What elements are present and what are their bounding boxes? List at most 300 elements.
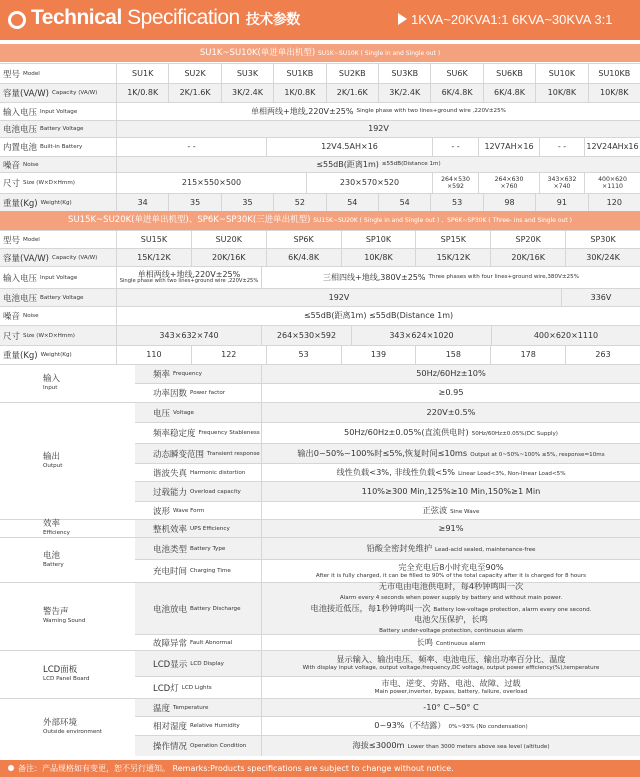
s1-weight-cell: 53 — [430, 194, 482, 211]
header-range: 1KVA~20KVA1:1 6KVA~30KVA 3:1 — [411, 12, 613, 27]
s2-capacity-row — [0, 248, 640, 266]
s1-builtin-battery-value: - - — [116, 138, 266, 156]
value-cn: 线性负载<3%, 非线性负载<5% — [336, 466, 456, 477]
s2-model-cell: SU20K — [191, 231, 266, 248]
group-label-cn: 电池 — [43, 550, 61, 561]
section1-title-cn: SU1K~SU10K(单进单出机型) — [199, 48, 316, 58]
value-en: With display input voltage, output voltage,frequency,DC voltage, output power efficiency(%),temperature — [302, 665, 600, 672]
spec-row-value — [261, 365, 640, 383]
value-line — [344, 428, 558, 438]
spec-row-label — [153, 651, 224, 676]
s1-capacity-cell: 10K/8K — [588, 84, 640, 102]
s1-weight-cell: 98 — [483, 194, 535, 211]
spec-row-label — [153, 677, 212, 698]
value-cn: 完全充电后8小时充电至90% — [398, 561, 504, 572]
label-en: Input Voltage — [40, 274, 78, 281]
label-cn: 电池类型 — [153, 544, 188, 555]
label-cn: 噪音 — [3, 312, 21, 322]
s1-battery-voltage-label — [0, 121, 116, 137]
label-en: Fault Abnormal — [190, 639, 233, 646]
spec-row-value — [261, 699, 640, 716]
s1-capacity-cell: 1K/0.8K — [116, 84, 168, 102]
value-en: After it is fully charged, it can be filled to 90% of the total capacity after it is charged for 8 hours — [315, 572, 587, 579]
spec-row-label — [153, 520, 230, 537]
label-en: Noise — [23, 161, 39, 168]
s2-size-row — [0, 325, 640, 345]
s2-model-cell: SP6K — [266, 231, 341, 248]
s1-model-cell: SU6K — [430, 64, 482, 83]
s1-model-cell: SU2K — [168, 64, 220, 83]
label-en: Battery Voltage — [40, 126, 84, 132]
arrow-icon — [398, 13, 407, 25]
value-line — [427, 408, 476, 418]
spec-row — [135, 383, 640, 402]
value-cn: 电池欠压保护，长鸣 — [414, 614, 488, 625]
s2-weight-row — [0, 345, 640, 364]
s2-noise-value: ≤55dB(距离1m) ≤55dB(Distance 1m) — [116, 307, 640, 325]
label-cn: 噪音 — [3, 160, 21, 171]
spec-row-value — [261, 651, 640, 676]
label-cn: 谐波失真 — [153, 468, 188, 479]
label-en: Frequency — [173, 371, 202, 377]
value-line — [417, 638, 486, 648]
s2-battery-voltage-value: 336V — [561, 289, 640, 306]
section1-title-en: SU1K~SU10K ( Single in and Single out ) — [317, 50, 441, 57]
spec-row — [135, 676, 640, 698]
s2-capacity-cell: 15K/12K — [116, 249, 191, 266]
s1-builtin-battery-value: - - — [539, 138, 584, 156]
value-line — [336, 468, 565, 478]
group-label-en: LCD Panel Board — [43, 676, 90, 683]
value-cn: ≥0.95 — [438, 387, 464, 398]
label-cn: 整机效率 — [153, 524, 188, 535]
s2-weight-cell: 110 — [116, 346, 191, 364]
label-cn: 波形 — [153, 506, 171, 517]
s2-capacity-cell: 10K/8K — [341, 249, 416, 266]
label-cn: 输入电压 — [3, 107, 38, 118]
group-label-cn: 外部环境 — [43, 718, 78, 729]
label-cn: 重量(Kg) — [3, 351, 38, 361]
label-cn: 内置电池 — [3, 143, 38, 153]
spec-row — [135, 634, 640, 650]
spec-row-value — [261, 635, 640, 650]
s1-model-cell: SU3K — [221, 64, 273, 83]
s1-noise-label — [0, 157, 116, 172]
value-en: Single phase with two lines+ground wire ,220V±25% — [119, 278, 259, 285]
spec-row-value — [261, 384, 640, 402]
label-en: Weight(Kg) — [40, 199, 72, 206]
value-line — [416, 369, 486, 379]
spec-row — [135, 735, 640, 756]
spec-group-lcd — [0, 650, 135, 698]
label-cn: 型号 — [3, 69, 21, 80]
group-label-en: Efficiency — [43, 530, 70, 537]
spec-row-value — [261, 444, 640, 463]
label-cn: 重量(Kg) — [3, 198, 38, 209]
label-en: Model — [23, 70, 40, 77]
spec-row — [135, 650, 640, 676]
spec-row-label — [153, 384, 225, 402]
s1-size-value: 343×632 ×740 — [539, 173, 584, 193]
label-cn: 型号 — [3, 235, 21, 246]
spec-row — [135, 422, 640, 443]
s1-size-row — [0, 172, 640, 193]
s1-weight-cell: 34 — [116, 194, 168, 211]
s2-size-value: 343×632×740 — [116, 326, 261, 345]
s2-battery-voltage-row — [0, 288, 640, 306]
s1-size-label — [0, 173, 116, 193]
value-en: Continuous alarm — [435, 640, 486, 647]
s1-builtin-battery-value: 12V7AH×16 — [478, 138, 539, 156]
value-line — [311, 604, 592, 614]
spec-row-value — [261, 502, 640, 519]
value-en: ≤55dB(Distance 1m) — [381, 161, 441, 168]
label-en: Capacity (VA/W) — [52, 254, 98, 261]
title-bold: Technical — [31, 6, 122, 29]
spec-row — [135, 537, 640, 559]
s1-capacity-cell: 3K/2.4K — [378, 84, 430, 102]
spec-row-label — [153, 444, 260, 463]
label-cn: 相对湿度 — [153, 722, 188, 732]
s1-size-value: 215×550×500 — [116, 173, 306, 193]
value-cn: 220V±0.5% — [426, 406, 476, 417]
s1-size-value: 264×630 ×760 — [478, 173, 539, 193]
group-label-en: Input — [43, 385, 58, 392]
label-en: Capacity (VA/W) — [52, 90, 98, 96]
section2-title-en: SU15K~SU20K ( Single in and Single out ) 、SP6K~SP30K ( Three- ins and Single out ) — [313, 217, 572, 224]
value-line — [297, 449, 604, 459]
value-en: Output at 0~50%~100% ≤5%, response=10ms — [470, 451, 605, 458]
footer-text: 备注：产品规格如有变更，恕不另行通知。 Remarks:Products specifications are subject to change without notice. — [18, 764, 454, 773]
s1-builtin-battery-row — [0, 137, 640, 156]
s1-model-cell: SU1K — [116, 64, 168, 83]
label-en: Built-in Battery — [40, 144, 83, 150]
spec-row — [135, 559, 640, 582]
label-en: Relative Humidity — [190, 723, 240, 729]
spec-row-label — [153, 502, 204, 519]
value-line — [381, 679, 520, 689]
spec-group-eff — [0, 519, 135, 537]
s1-size-value: 230×570×520 — [306, 173, 432, 193]
spec-row-label — [153, 717, 240, 735]
label-cn: 动态瞬变范围 — [153, 449, 205, 460]
spec-group-battery — [0, 537, 135, 582]
title-cn: 技术参数 — [245, 11, 300, 27]
title-light: Specification — [121, 6, 240, 29]
label-cn: 尺寸 — [3, 331, 21, 342]
label-en: Size (W×D×Hmm) — [23, 180, 75, 186]
label-cn: 操作情况 — [153, 742, 188, 752]
s2-weight-cell: 53 — [266, 346, 341, 364]
label-en: LCD Display — [190, 660, 224, 667]
group-label-cn: 输出 — [43, 451, 61, 462]
spec-row — [135, 698, 640, 716]
spec-row-value — [261, 482, 640, 501]
s2-battery-voltage-label — [0, 289, 116, 306]
s2-model-cell: SP10K — [341, 231, 416, 248]
label-en: Battery Voltage — [40, 294, 84, 301]
label-cn: 过载能力 — [153, 487, 188, 498]
label-en: Temperature — [173, 704, 209, 711]
spec-row-value — [261, 580, 640, 635]
s1-weight-cell: 52 — [273, 194, 325, 211]
label-cn: 尺寸 — [3, 179, 21, 189]
spec-row — [135, 481, 640, 501]
value-line — [352, 741, 549, 751]
label-en: Overload capacity — [190, 488, 241, 495]
spec-group-input — [0, 364, 135, 402]
group-label-cn: 警告声 — [43, 607, 69, 618]
s1-capacity-cell: 6K/4.8K — [430, 84, 482, 102]
s2-size-value: 343×624×1020 — [351, 326, 491, 345]
label-en: Input Voltage — [40, 108, 78, 115]
value-cn: 铅酸全密封免维护 — [366, 542, 433, 553]
s2-noise-label — [0, 307, 116, 325]
bullet-icon — [8, 765, 14, 771]
s2-weight-cell: 263 — [565, 346, 640, 364]
s2-input-voltage-single — [116, 267, 261, 288]
label-cn: LCD显示 — [153, 659, 188, 670]
value-line — [362, 487, 541, 497]
s1-capacity-label — [0, 84, 116, 102]
group-label-cn: 效率 — [43, 519, 61, 530]
value-en: Main power,inverter, bypass, battery, failure, overload — [374, 689, 528, 696]
spec-row — [135, 443, 640, 463]
s1-model-row — [0, 63, 640, 83]
value-cn: ≥91% — [438, 522, 464, 533]
s1-weight-cell: 54 — [378, 194, 430, 211]
s2-weight-cell: 139 — [341, 346, 416, 364]
value-en: Battery under-voltage protection, continuous alarm — [379, 628, 523, 635]
spec-row-value — [261, 736, 640, 756]
section2-title-cn: SU15K~SU20K(单进单出机型)、SP6K~SP30K(三进单出机型) — [68, 215, 311, 225]
spec-row-label — [153, 482, 241, 501]
value-cn: 单相两线+地线,220V±25% — [137, 269, 241, 279]
spec-group-env — [0, 698, 135, 756]
s2-capacity-cell: 20K/16K — [191, 249, 266, 266]
label-cn: 温度 — [153, 703, 171, 714]
spec-row-label — [153, 736, 246, 756]
s2-size-value: 264×530×592 — [261, 326, 351, 345]
value-en: Linear Load<3%, Non-linear Load<5% — [458, 470, 566, 477]
label-en: Battery Discharge — [190, 605, 241, 612]
label-en: UPS Efficiency — [190, 525, 230, 532]
s1-builtin-battery-value: - - — [432, 138, 478, 156]
value-en: Alarm every 4 seconds when power supply by battery and without main power. — [339, 594, 563, 601]
spec-row-label — [153, 583, 241, 634]
s2-weight-cell: 158 — [415, 346, 490, 364]
spec-group-alarm — [0, 582, 135, 650]
s1-weight-cell: 91 — [535, 194, 587, 211]
value-line — [438, 388, 463, 398]
value-cn: 三相四线+地线,380V±25% — [323, 272, 426, 282]
s1-weight-cell: 35 — [221, 194, 273, 211]
s2-weight-cell: 178 — [490, 346, 565, 364]
label-cn: LCD灯 — [153, 683, 179, 694]
value-cn: 市电、逆变、旁路、电池、故障、过载 — [381, 678, 521, 689]
value-en: Lead-acid sealed, maintenance-free — [435, 546, 536, 553]
s1-builtin-battery-value: 12V4.5AH×16 — [266, 138, 432, 156]
s1-input-voltage-value — [116, 103, 640, 120]
label-cn: 输入电压 — [3, 273, 38, 284]
s1-capacity-cell: 3K/2.4K — [221, 84, 273, 102]
spec-row — [135, 716, 640, 735]
page-header — [0, 0, 640, 40]
label-cn: 充电时间 — [153, 567, 188, 577]
s1-noise-row — [0, 156, 640, 172]
value-cn: 长鸣 — [416, 636, 433, 647]
s1-model-cell: SU2KB — [326, 64, 378, 83]
value-cn: 110%≥300 Min,125%≥10 Min,150%≥1 Min — [361, 485, 541, 496]
value-line — [374, 721, 527, 731]
value-line — [379, 615, 523, 635]
s1-input-voltage-row — [0, 102, 640, 120]
label-en: Harmonic distortion — [190, 469, 246, 476]
label-cn: 功率因数 — [153, 389, 188, 399]
group-label-en: Outside environment — [43, 729, 103, 736]
section2-title — [0, 211, 640, 230]
s2-battery-voltage-value: 192V — [116, 289, 561, 306]
label-en: Wave Form — [173, 507, 205, 514]
s1-capacity-cell: 1K/0.8K — [273, 84, 325, 102]
s1-battery-voltage-row — [0, 120, 640, 137]
spec-row-label — [153, 365, 202, 383]
value-cn: 0~93%（不结露） — [374, 720, 446, 731]
s1-model-cell: SU1KB — [273, 64, 325, 83]
value-cn: 50Hz/60Hz±0.05%(直流供电时) — [344, 427, 469, 438]
label-cn: 故障异常 — [153, 638, 188, 649]
s1-weight-row — [0, 193, 640, 211]
label-en: Model — [23, 236, 40, 243]
label-cn: 电池电压 — [3, 125, 38, 135]
group-label-cn: 输入 — [43, 374, 61, 385]
s1-weight-cell: 35 — [168, 194, 220, 211]
spec-row — [135, 519, 640, 537]
spec-row-value — [261, 717, 640, 735]
value-line — [438, 524, 463, 534]
s2-capacity-cell: 6K/4.8K — [266, 249, 341, 266]
s2-size-label — [0, 326, 116, 345]
s2-model-cell: SU15K — [116, 231, 191, 248]
group-label-cn: LCD面板 — [43, 665, 78, 676]
spec-row-label — [153, 699, 208, 716]
s1-model-label — [0, 64, 116, 83]
spec-row-value — [261, 464, 640, 481]
value-en: 50Hz/60Hz±0.05%(DC Supply) — [471, 431, 558, 438]
spec-row — [135, 402, 640, 422]
spec-row — [135, 501, 640, 519]
s1-model-cell: SU3KB — [378, 64, 430, 83]
label-cn: 频率稳定度 — [153, 429, 196, 439]
group-label-en: Output — [43, 462, 63, 469]
value-cn: ≤55dB(距离1m) — [316, 159, 379, 169]
label-en: Transient response — [207, 450, 260, 457]
spec-row — [135, 364, 640, 383]
s1-capacity-cell: 2K/1.6K — [168, 84, 220, 102]
spec-row — [135, 463, 640, 481]
s1-capacity-row — [0, 83, 640, 102]
spec-row-label — [153, 560, 231, 582]
s1-capacity-cell: 6K/4.8K — [483, 84, 535, 102]
label-en: Frequency Stableness — [198, 430, 260, 436]
label-en: Battery Type — [190, 545, 226, 552]
s1-model-cell: SU10K — [535, 64, 587, 83]
value-cn: 无市电由电池供电时，每4秒钟鸣叫一次 — [378, 580, 524, 591]
s1-input-voltage-label — [0, 103, 116, 120]
label-cn: 容量(VA/W) — [3, 89, 49, 99]
label-en: Weight(Kg) — [40, 352, 72, 358]
spec-row-label — [153, 403, 194, 422]
spec-row-value — [261, 520, 640, 537]
label-cn: 电压 — [153, 408, 171, 419]
value-cn: -10° C~50° C — [423, 701, 479, 712]
value-cn: 电池接近低压，每1秒钟鸣叫一次 — [310, 602, 431, 613]
label-en: Power factor — [190, 390, 226, 396]
spec-row-label — [153, 635, 232, 650]
s1-weight-label — [0, 194, 116, 211]
s2-input-voltage-row — [0, 266, 640, 288]
s2-weight-label — [0, 346, 116, 364]
s1-model-cell: SU6KB — [483, 64, 535, 83]
s1-size-value: 264×530 ×592 — [432, 173, 478, 193]
value-en: Single phase with two lines+ground wire ,220V±25% — [356, 108, 506, 115]
value-en: 0%~93% (No condensation) — [448, 724, 528, 731]
s1-weight-cell: 120 — [588, 194, 640, 211]
s2-capacity-label — [0, 249, 116, 266]
s2-weight-cell: 122 — [191, 346, 266, 364]
s2-model-cell: SP20K — [490, 231, 565, 248]
s1-size-value: 400×620 ×1110 — [584, 173, 640, 193]
value-cn: 单相两线+地线,220V±25% — [251, 106, 354, 116]
value-cn: 显示输入、输出电压、频率、电池电压、输出功率百分比、温度 — [336, 654, 566, 665]
s1-capacity-cell: 10K/8K — [535, 84, 587, 102]
label-en: Noise — [23, 313, 39, 319]
spec-row — [135, 582, 640, 634]
s1-noise-value — [116, 157, 640, 172]
value-en: Three phases with four lines+ground wire,380V±25% — [428, 274, 579, 281]
s2-size-value: 400×620×1110 — [491, 326, 640, 345]
s2-model-row — [0, 230, 640, 248]
value-line — [367, 544, 536, 554]
label-en: Charging Time — [190, 568, 231, 574]
value-line — [340, 582, 562, 602]
value-en: Lower than 3000 meters above sea level (altitude) — [407, 744, 550, 751]
spec-row-label — [153, 538, 225, 559]
label-en: Operation Condition — [190, 743, 247, 749]
spec-row-value — [261, 560, 640, 582]
label-cn: 电池放电 — [153, 604, 188, 615]
s1-capacity-cell: 2K/1.6K — [326, 84, 378, 102]
footer-note — [0, 760, 640, 777]
s1-builtin-battery-value: 12V24AHx16 — [584, 138, 640, 156]
s2-input-voltage-three — [261, 267, 640, 288]
s1-weight-cell: 54 — [326, 194, 378, 211]
spec-row-label — [153, 423, 260, 443]
value-cn: 海拔≤3000m — [352, 740, 405, 751]
s2-model-label — [0, 231, 116, 248]
value-line — [423, 703, 478, 713]
s2-capacity-cell: 30K/24K — [565, 249, 640, 266]
page-title — [31, 6, 300, 30]
value-cn: 正弦波 — [422, 504, 448, 515]
value-line — [398, 563, 503, 573]
circle-icon — [8, 11, 26, 29]
spec-row-value — [261, 423, 640, 443]
s2-model-cell: SP30K — [565, 231, 640, 248]
group-label-en: Battery — [43, 561, 64, 568]
spec-row-value — [261, 403, 640, 422]
s2-noise-row — [0, 306, 640, 325]
